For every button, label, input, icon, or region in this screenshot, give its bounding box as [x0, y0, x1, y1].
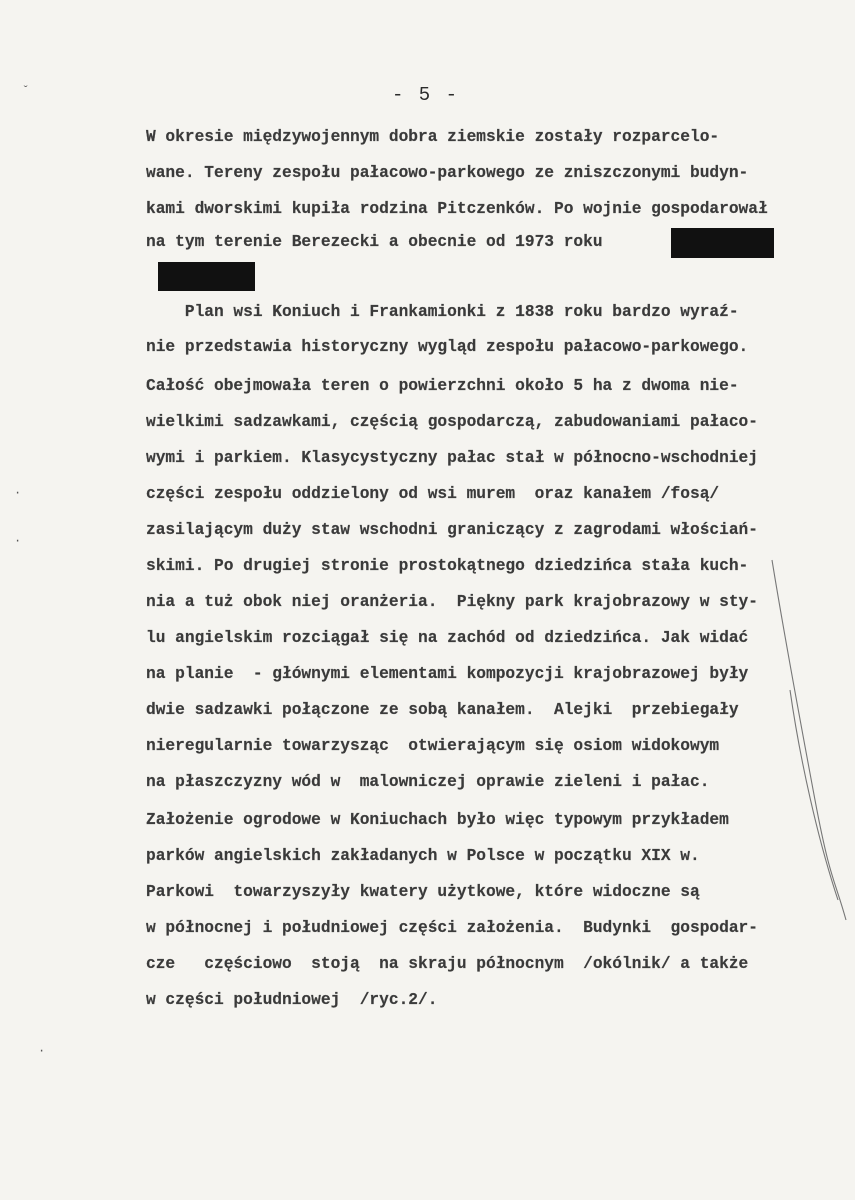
- text-line: w północnej i południowej części założenia. Budynki gospodar-: [146, 919, 758, 937]
- text-line: zasilającym duży staw wschodni graniczący z zagrodami włościań-: [146, 521, 758, 539]
- text-line: na płaszczyzny wód w malowniczej oprawie zieleni i pałac.: [146, 773, 710, 791]
- text-line: na planie - głównymi elementami kompozycji krajobrazowej były: [146, 665, 749, 683]
- text-line: części zespołu oddzielony od wsi murem oraz kanałem /fosą/: [146, 485, 720, 503]
- text-line: Plan wsi Koniuch i Frankamionki z 1838 roku bardzo wyraź-: [146, 303, 739, 321]
- margin-mark: ·: [14, 486, 22, 500]
- text-line: Parkowi towarzyszyły kwatery użytkowe, które widoczne są: [146, 883, 700, 901]
- text-line: cze częściowo stoją na skraju północnym /okólnik/ a także: [146, 955, 749, 973]
- text-line: na tym terenie Berezecki a obecnie od 1973 roku: [146, 233, 603, 251]
- margin-mark: ·: [38, 1044, 46, 1058]
- text-line: nieregularnie towarzysząc otwierającym się osiom widokowym: [146, 737, 720, 755]
- text-line: wane. Tereny zespołu pałacowo-parkowego ze zniszczonymi budyn-: [146, 164, 749, 182]
- text-line: nie przedstawia historyczny wygląd zespołu pałacowo-parkowego.: [146, 338, 749, 356]
- page-number: - 5 -: [392, 84, 460, 106]
- text-line: Całość obejmowała teren o powierzchni około 5 ha z dwoma nie-: [146, 377, 739, 395]
- text-line: w części południowej /ryc.2/.: [146, 991, 438, 1009]
- margin-mark: ˇ: [22, 84, 30, 98]
- text-line: dwie sadzawki połączone ze sobą kanałem. Alejki przebiegały: [146, 701, 739, 719]
- text-line: skimi. Po drugiej stronie prostokątnego dziedzińca stała kuch-: [146, 557, 749, 575]
- text-line: wymi i parkiem. Klasycystyczny pałac stał w północno-wschodniej: [146, 449, 758, 467]
- text-line: wielkimi sadzawkami, częścią gospodarczą, zabudowaniami pałaco-: [146, 413, 758, 431]
- text-line: lu angielskim rozciągał się na zachód od dziedzińca. Jak widać: [146, 629, 749, 647]
- text-line: W okresie międzywojennym dobra ziemskie zostały rozparcelo-: [146, 128, 720, 146]
- margin-mark: ·: [14, 534, 22, 548]
- text-line: nia a tuż obok niej oranżeria. Piękny park krajobrazowy w sty-: [146, 593, 758, 611]
- text-line: parków angielskich zakładanych w Polsce w początku XIX w.: [146, 847, 700, 865]
- text-line: kami dworskimi kupiła rodzina Pitczenków. Po wojnie gospodarował: [146, 200, 768, 218]
- text-line: Założenie ogrodowe w Koniuchach było więc typowym przykładem: [146, 811, 729, 829]
